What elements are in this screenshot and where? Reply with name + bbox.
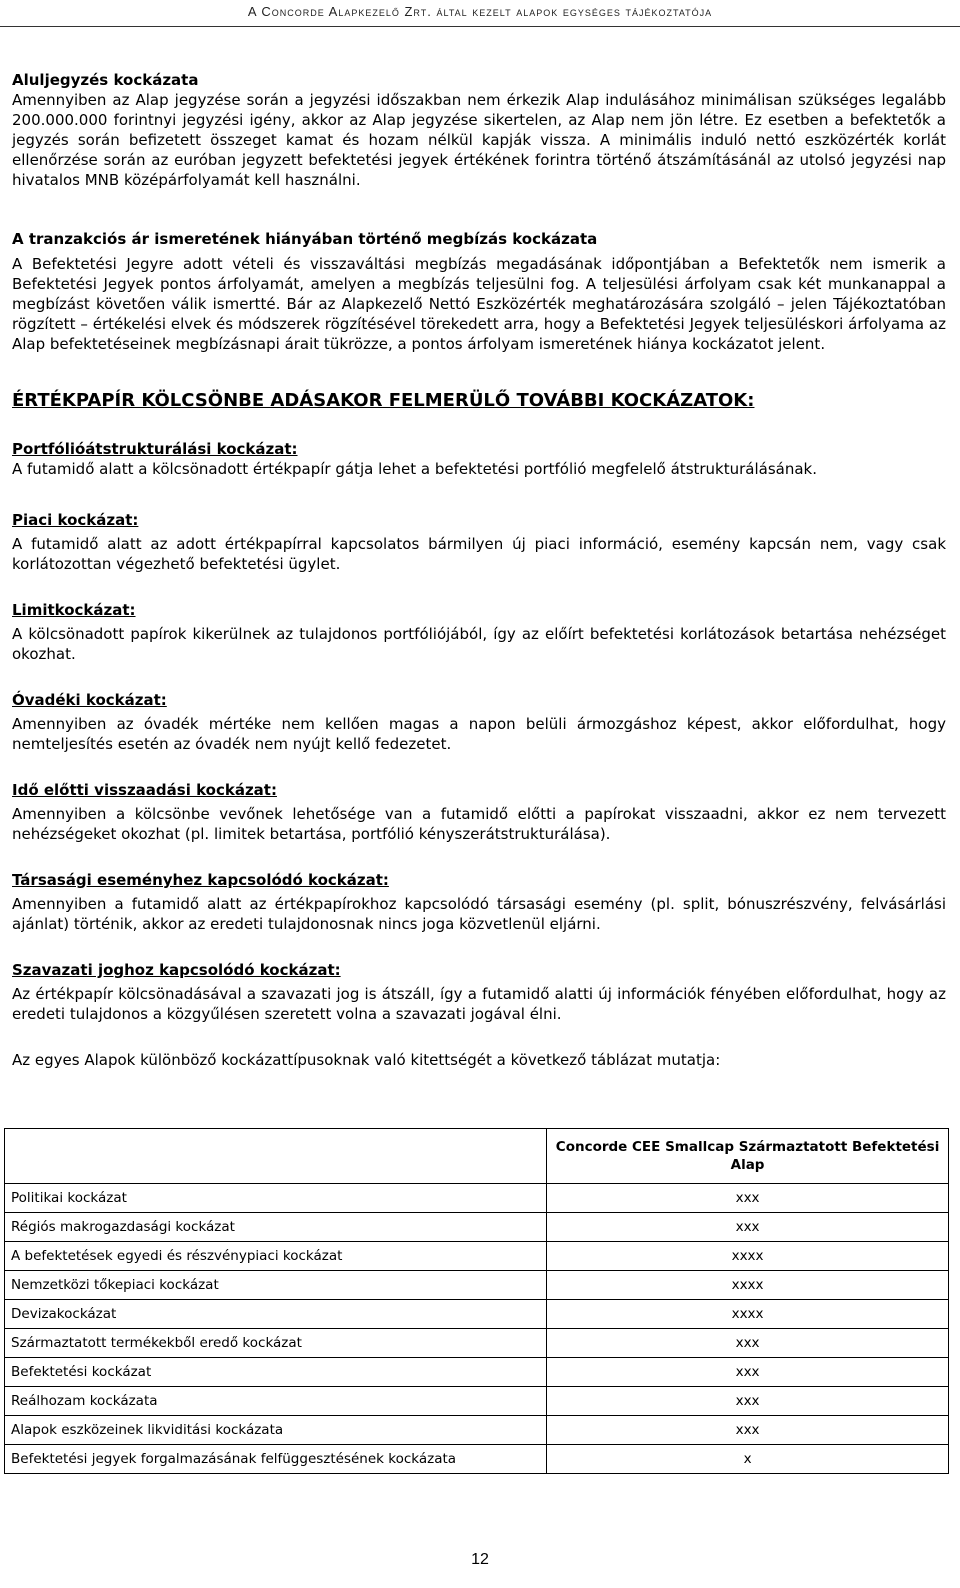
item-text: Amennyiben a kölcsönbe vevőnek lehetősége van a futamidő előtti a papírokat visszaadni, akkor ez nem tervezett nehézségeket okozhat (pl. limitek betartása, portfólió kényszerátstrukturálása). [12, 805, 946, 843]
risk-value-cell: xxx [547, 1213, 949, 1242]
table-row [5, 1329, 949, 1358]
risk-name-cell: Régiós makrogazdasági kockázat [5, 1213, 547, 1242]
table-header-empty-cell [5, 1129, 547, 1184]
risk-value-cell: xxx [547, 1387, 949, 1416]
item-text: Amennyiben az óvadék mértéke nem kellően magas a napon belüli ármozgáshoz képest, akkor előfordulhat, hogy nemteljesítés esetén az óvadék nem nyújt kellő fedezetet. [12, 715, 946, 753]
risk-exposure-table [4, 1128, 949, 1474]
table-row [5, 1300, 949, 1329]
table-intro: Az egyes Alapok különböző kockázattípusoknak való kitettségét a következő táblázat mutatja: [12, 1051, 721, 1069]
risk-value-cell: xxx [547, 1184, 949, 1213]
table-row [5, 1416, 949, 1445]
section-heading-aluljegyzes: Aluljegyzés kockázata [12, 71, 199, 89]
table-row [5, 1445, 949, 1474]
item-text: A futamidő alatt a kölcsönadott értékpapír gátja lehet a befektetési portfólió megfelelő átstrukturálásának. [12, 460, 818, 478]
section-heading-tranzakcios: A tranzakciós ár ismeretének hiányában történő megbízás kockázata [12, 230, 598, 248]
section-text-tranzakcios: A Befektetési Jegyre adott vételi és visszaváltási megbízás megadásának időpontjában a Befektetők nem ismerik a Befektetési Jegyek pontos árfolyamát, amelyen a megbízás teljesülni fog. A teljesülési árfolyam csak két munkanappal a megbízást követően válik ismertté. Bár az Alapkezelő Nettó Eszközérték meghatározására szolgáló – jelen Tájékoztatóban rögzített – értékelési elvek és módszerek rögzítésével törekedett arra, hogy a Befektetési Jegyek teljesüléskori árfolyama az Alap befektetéseinek megbízásnapi árait tükrözze, a pontos árfolyam ismeretének hiánya kockázatot jelent. [12, 255, 946, 353]
risk-name-cell: Devizakockázat [5, 1300, 547, 1329]
item-text: A futamidő alatt az adott értékpapírral kapcsolatos bármilyen új piaci információ, esemény kapcsán nem, vagy csak korlátozottan végezhető befektetési ügylet. [12, 535, 946, 573]
item-heading: Idő előtti visszaadási kockázat: [12, 781, 277, 799]
risk-name-cell: Befektetési jegyek forgalmazásának felfüggesztésének kockázata [5, 1445, 547, 1474]
item-heading: Limitkockázat: [12, 601, 136, 619]
page-content [12, 70, 946, 1070]
risk-name-cell: A befektetések egyedi és részvénypiaci kockázat [5, 1242, 547, 1271]
table-row [5, 1358, 949, 1387]
risk-value-cell: x [547, 1445, 949, 1474]
risk-name-cell: Nemzetközi tőkepiaci kockázat [5, 1271, 547, 1300]
item-heading: Óvadéki kockázat: [12, 691, 167, 709]
risk-value-cell: xxxx [547, 1300, 949, 1329]
item-text: A kölcsönadott papírok kikerülnek az tulajdonos portfóliójából, így az előírt befektetési korlátozások betartása nehézséget okozhat. [12, 625, 946, 663]
risk-value-cell: xxx [547, 1329, 949, 1358]
table-row [5, 1271, 949, 1300]
item-heading: Szavazati joghoz kapcsolódó kockázat: [12, 961, 341, 979]
risk-value-cell: xxx [547, 1416, 949, 1445]
risk-name-cell: Származtatott termékekből eredő kockázat [5, 1329, 547, 1358]
page-number: 12 [471, 1551, 489, 1568]
table-row [5, 1184, 949, 1213]
lending-risks-heading: ÉRTÉKPAPÍR KÖLCSÖNBE ADÁSAKOR FELMERÜLŐ TOVÁBBI KOCKÁZATOK: [12, 390, 755, 411]
running-header [0, 4, 960, 19]
item-heading: Portfólióátstrukturálási kockázat: [12, 440, 298, 458]
table-row [5, 1213, 949, 1242]
item-text: Az értékpapír kölcsönadásával a szavazati jog is átszáll, így a futamidő alatti új információk fényében előfordulhat, hogy az eredeti tulajdonos a közgyűlésen szeretett volna a szavazati jogával élni. [12, 985, 946, 1023]
table-column-header: Concorde CEE Smallcap Származtatott Befektetési Alap [547, 1129, 949, 1184]
risk-value-cell: xxxx [547, 1271, 949, 1300]
risk-name-cell: Reálhozam kockázata [5, 1387, 547, 1416]
risk-value-cell: xxxx [547, 1242, 949, 1271]
risk-name-cell: Alapok eszközeinek likviditási kockázata [5, 1416, 547, 1445]
table-row [5, 1387, 949, 1416]
item-heading: Társasági eseményhez kapcsolódó kockázat: [12, 871, 389, 889]
header-divider [0, 26, 960, 27]
table-row [5, 1242, 949, 1271]
risk-name-cell: Befektetési kockázat [5, 1358, 547, 1387]
risk-name-cell: Politikai kockázat [5, 1184, 547, 1213]
item-heading: Piaci kockázat: [12, 511, 139, 529]
item-text: Amennyiben a futamidő alatt az értékpapírokhoz kapcsolódó társasági esemény (pl. split, bónuszrészvény, felvásárlási ajánlat) történik, akkor az eredeti tulajdonosnak nincs joga közvetlenül eljárni. [12, 895, 946, 933]
risk-value-cell: xxx [547, 1358, 949, 1387]
running-header-text: A Concorde Alapkezelő Zrt. által kezelt alapok egységes tájékoztatója [247, 4, 713, 19]
table-header-row [5, 1129, 949, 1184]
section-text-aluljegyzes: Amennyiben az Alap jegyzése során a jegyzési időszakban nem érkezik Alap indulásához minimálisan szükséges legalább 200.000.000 forintnyi jegyzési igény, akkor az Alap jegyzése sikertelen, az Alap nem jön létre. Ez esetben a befektetők a jegyzés során befizetett összeget kamat és hozam nélkül kapják vissza. A minimális induló nettó eszközérték korlát ellenőrzése során az euróban jegyzett befektetési jegyek értékének forintra történő átszámításánál az utolsó jegyzési nap hivatalos MNB középárfolyamát kell használni. [12, 91, 946, 189]
